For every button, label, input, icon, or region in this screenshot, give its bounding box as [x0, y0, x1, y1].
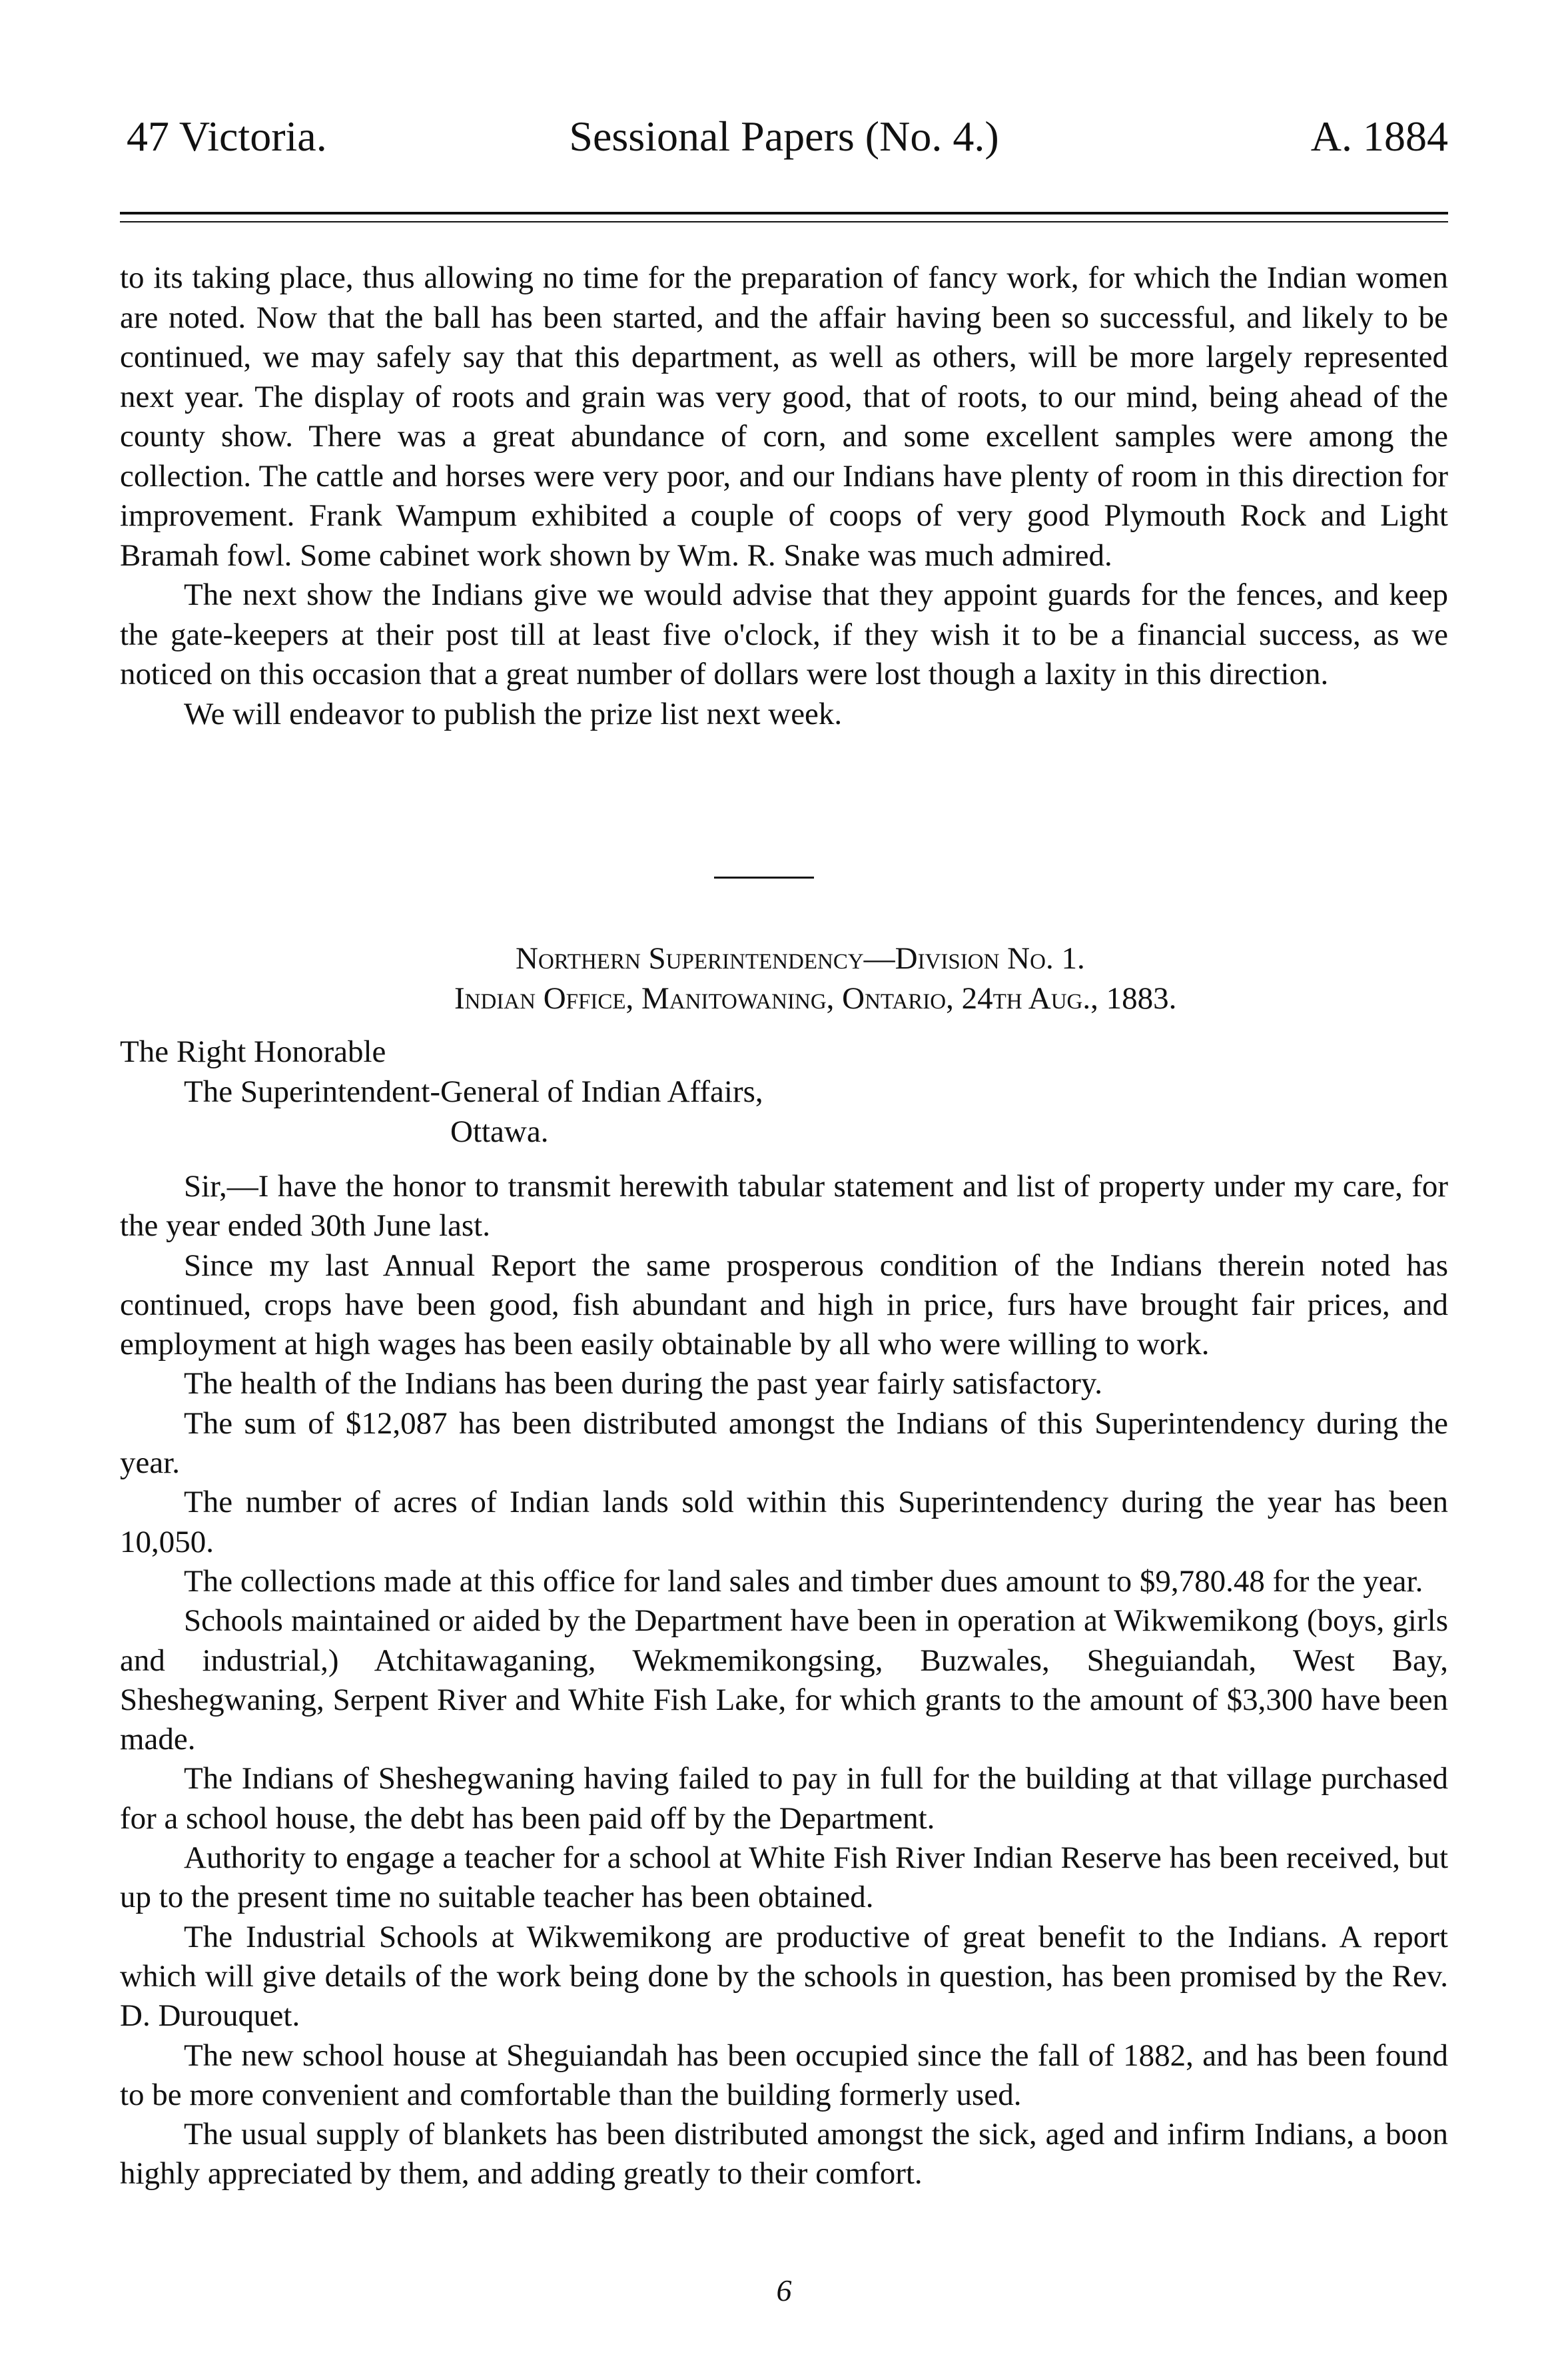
letter-paragraph: The Industrial Schools at Wikwemikong are productive of great benefit to the Indians. A report which will give details of the work being done by the schools in question, has been promised by the Rev. D. Durouquet. — [120, 1919, 1448, 2034]
article-paragraph: We will endeavor to publish the prize list next week. — [184, 696, 843, 731]
salutation-line-3: Ottawa. — [450, 1114, 549, 1149]
letter-paragraph: The number of acres of Indian lands sold within this Superintendency during the year has been 10,050. — [120, 1485, 1448, 1559]
section-separator — [714, 877, 814, 879]
header-title: Sessional Papers (No. 4.) — [569, 113, 999, 160]
letter-paragraph: The usual supply of blankets has been distributed amongst the sick, aged and infirm Indians, a boon highly appreciated by them, and adding greatly to their comfort. — [120, 2117, 1448, 2191]
header-volume: 47 Victoria. — [127, 113, 327, 160]
letter-office-line: Indian Office, Manitowaning, Ontario, 24th Aug., 1883. — [454, 981, 1177, 1016]
article-continuation — [120, 258, 1448, 734]
salutation-line-2: The Superintendent-General of Indian Affairs, — [184, 1074, 763, 1109]
letter-body — [120, 1167, 1448, 2194]
header-rule-thin — [120, 221, 1448, 222]
salutation-line-1: The Right Honorable — [120, 1034, 386, 1069]
page-number: 6 — [776, 2273, 792, 2307]
letter-paragraph: The new school house at Sheguiandah has been occupied since the fall of 1882, and has been found to be more convenient and comfortable than the building formerly used. — [120, 2038, 1448, 2112]
article-paragraph: to its taking place, thus allowing no time for the preparation of fancy work, for which the Indian women are noted. Now that the ball has been started, and the affair having been so successful, and likely to be continued, we may safely say that this department, as well as others, will be more largely represented next year. The display of roots and grain was very good, that of roots, to our mind, being ahead of the county show. There was a great abundance of corn, and some excellent samples were among the collection. The cattle and horses were very poor, and our Indians have plenty of room in this direction for improvement. Frank Wampum exhibited a couple of coops of very good Plymouth Rock and Light Bramah fowl. Some cabinet work shown by Wm. R. Snake was much admired. — [120, 260, 1448, 573]
letter-paragraph: The sum of $12,087 has been distributed amongst the Indians of this Superintendency during the year. — [120, 1405, 1448, 1481]
letter-paragraph: Authority to engage a teacher for a school at White Fish River Indian Reserve has been received, but up to the present time no suitable teacher has been obtained. — [120, 1840, 1448, 1915]
letter-paragraph: Schools maintained or aided by the Department have been in operation at Wikwemikong (boys, girls and industrial,) Atchitawaganing, Wekmemikongsing, Buzwales, Sheguiandah, West Bay, Sheshegwaning, Serpent River and White Fish Lake, for which grants to the amount of $3,300 have been made. — [120, 1603, 1448, 1757]
letter-paragraph: The health of the Indians has been during the past year fairly satisfactory. — [184, 1366, 1103, 1401]
letter-paragraph: The Indians of Sheshegwaning having failed to pay in full for the building at that village purchased for a school house, the debt has been paid off by the Department. — [120, 1761, 1448, 1836]
running-header — [120, 112, 1448, 165]
article-paragraph: The next show the Indians give we would advise that they appoint guards for the fences, and keep the gate-keepers at their post till at least five o'clock, if they wish it to be a financial success, as we noticed on this occasion that a great number of dollars were lost though a laxity in this direction. — [120, 578, 1448, 691]
header-rule-thick — [120, 212, 1448, 214]
header-year: A. 1884 — [1310, 113, 1448, 160]
letter-paragraph: Sir,—I have the honor to transmit herewith tabular statement and list of property under my care, for the year ended 30th June last. — [120, 1169, 1448, 1244]
letter-paragraph: Since my last Annual Report the same prosperous condition of the Indians therein noted has continued, crops have been good, fish abundant and high in price, furs have brought fair prices, and employment at high wages has been easily obtainable by all who were willing to work. — [120, 1248, 1448, 1362]
letter-division-line: Northern Superintendency—Division No. 1. — [516, 941, 1085, 976]
letter-paragraph: The collections made at this office for land sales and timber dues amount to $9,780.48 for the year. — [184, 1563, 1423, 1599]
